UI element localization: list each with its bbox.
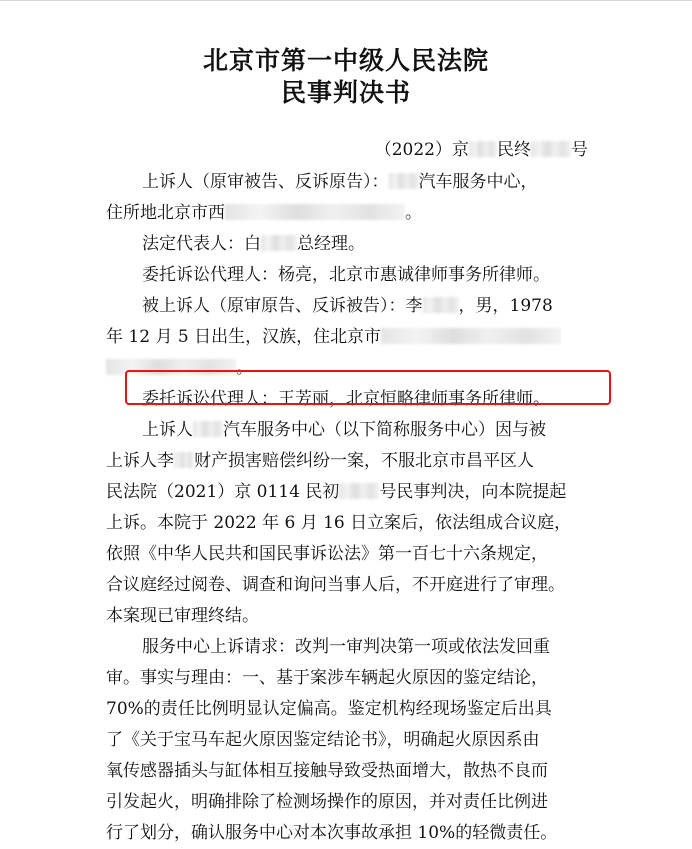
line-text: 依照《中华人民共和国民事诉讼法》第一百七十六条规定， xyxy=(106,544,548,564)
line-text: 氧传感器插头与缸体相互接触导致受热面增大，散热不良而 xyxy=(106,761,548,781)
case-number xyxy=(375,139,588,161)
redacted-block xyxy=(531,141,571,157)
redacted-block xyxy=(339,483,379,499)
line-text: 本案现已审理终结。 xyxy=(106,606,259,626)
line-text: 号民事判决，向本院提起 xyxy=(379,482,567,502)
text-line xyxy=(106,446,588,477)
line-text: 汽车服务中心， xyxy=(418,172,538,192)
text-line xyxy=(106,508,588,539)
text-line xyxy=(106,539,588,570)
line-text: 上诉。本院于 2022 年 6 月 16 日立案后，依法组成合议庭， xyxy=(106,513,572,533)
text-line xyxy=(106,260,588,291)
line-text: 服务中心上诉请求：改判一审判决第一项或依法发回重 xyxy=(142,637,550,657)
line-text: 合议庭经过阅卷、调查和询问当事人后，不开庭进行了审理。 xyxy=(106,575,565,595)
line-text: 年 12 月 5 日出生，汉族，住北京市 xyxy=(106,327,382,347)
case-number-middle: 民终 xyxy=(497,140,531,160)
redacted-block xyxy=(225,204,405,220)
line-text: 法定代表人：白 xyxy=(142,234,261,254)
text-line xyxy=(106,632,588,663)
redacted-block xyxy=(423,297,459,313)
line-text: 住所地北京市西 xyxy=(106,203,225,223)
line-text: ，男，1978 xyxy=(458,296,553,316)
text-line xyxy=(106,198,588,229)
court-name: 北京市第一中级人民法院 xyxy=(202,46,489,75)
line-text: 委托诉讼代理人：王芳丽，北京恒略律师事务所律师。 xyxy=(142,389,550,409)
document-body xyxy=(106,167,588,849)
line-text: 上诉人（原审被告、反诉原告）： xyxy=(142,172,389,192)
line-text: 民法院（2021）京 0114 民初 xyxy=(106,482,340,502)
document-type: 民事判决书 xyxy=(280,78,411,107)
line-text: 汽车服务中心（以下简称服务中心）因与被 xyxy=(223,420,546,440)
text-line xyxy=(106,694,588,725)
text-line xyxy=(106,601,588,632)
line-text: 了《关于宝马车起火原因鉴定结论书》，明确起火原因系由 xyxy=(106,730,540,750)
line-text: 被上诉人（原审原告、反诉被告）：李 xyxy=(142,296,423,316)
line-text: 行了划分，确认服务中心对本次事故承担 10%的轻微责任。 xyxy=(106,823,558,843)
redacted-block xyxy=(174,452,194,468)
line-text: 总经理。 xyxy=(297,234,365,254)
line-text: 70%的责任比例明显认定偏高。鉴定机构经现场鉴定后出具 xyxy=(106,699,552,719)
line-text: 。 xyxy=(236,358,253,378)
text-line xyxy=(106,663,588,694)
title-block xyxy=(0,45,692,109)
text-line xyxy=(106,291,588,322)
text-line xyxy=(106,322,588,353)
line-text: 审。事实与理由：一、基于案涉车辆起火原因的鉴定结论， xyxy=(106,668,548,688)
redacted-block xyxy=(381,328,561,344)
text-line xyxy=(106,167,588,198)
line-text: 财产损害赔偿纠纷一案，不服北京市昌平区人 xyxy=(194,451,534,471)
text-line xyxy=(106,756,588,787)
line-text: 引发起火，明确排除了检测场操作的原因，并对责任比例进 xyxy=(106,792,548,812)
text-line xyxy=(106,415,588,446)
line-text: 上诉人 xyxy=(142,420,193,440)
case-number-prefix: （2022）京 xyxy=(374,140,469,160)
redacted-block xyxy=(261,235,297,251)
text-line xyxy=(106,570,588,601)
text-line xyxy=(106,229,588,260)
redacted-block xyxy=(193,421,223,437)
line-text: 。 xyxy=(405,203,422,223)
line-text: 委托诉讼代理人：杨亮，北京市惠诚律师事务所律师。 xyxy=(142,265,550,285)
text-line xyxy=(106,787,588,818)
redacted-block xyxy=(389,173,419,189)
text-line xyxy=(106,477,588,508)
line-text: 上诉人李 xyxy=(106,451,174,471)
redacted-block xyxy=(469,141,497,157)
highlight-box xyxy=(125,370,611,405)
text-line xyxy=(106,725,588,756)
case-number-suffix: 号 xyxy=(571,140,588,160)
